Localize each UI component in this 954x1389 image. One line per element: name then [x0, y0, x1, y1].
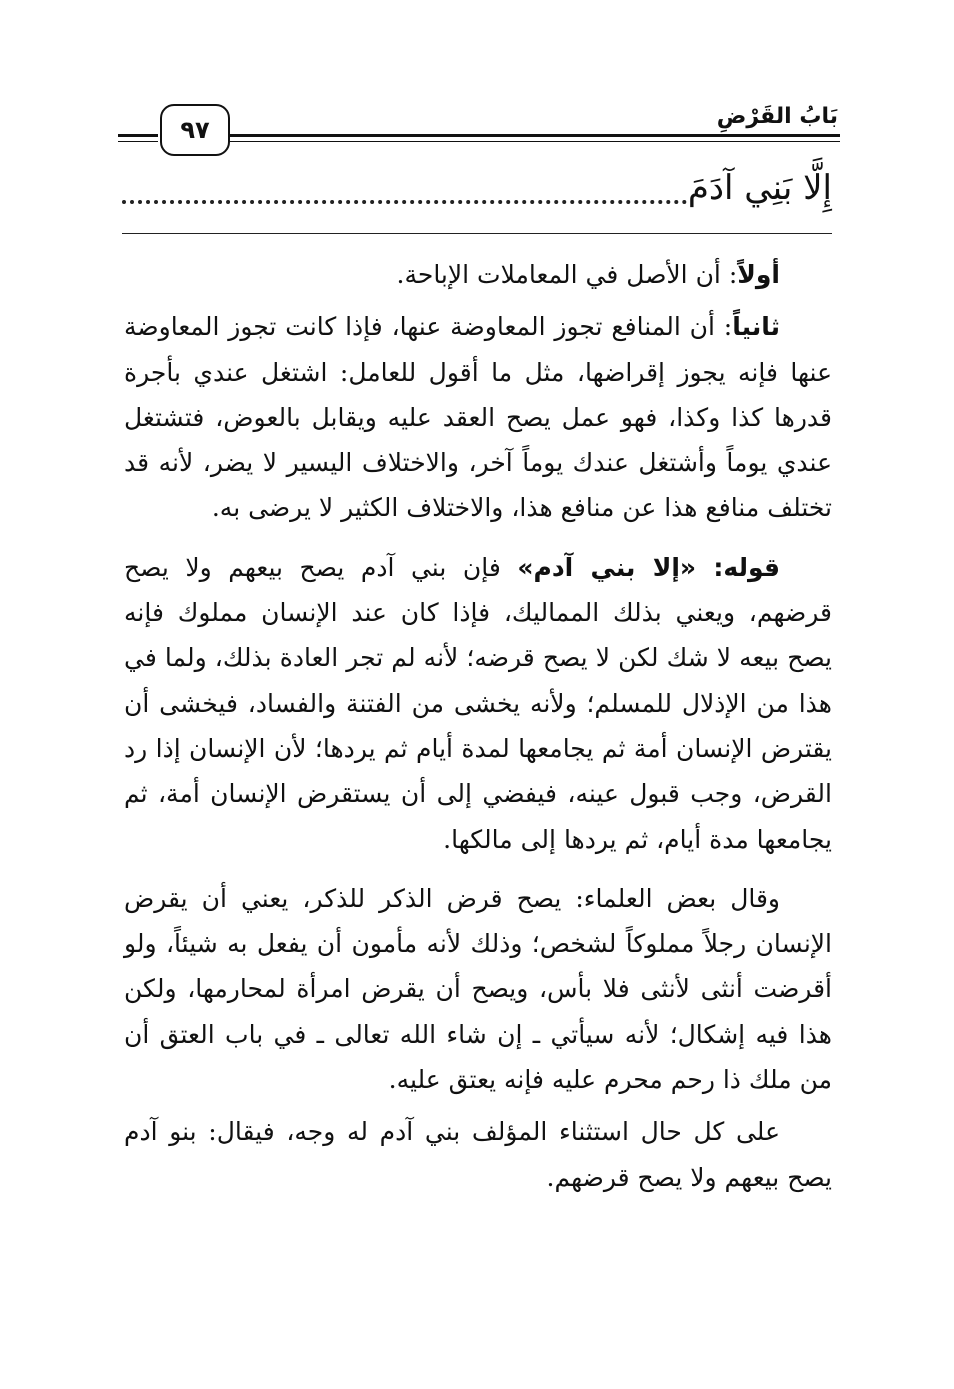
paragraph-second [124, 304, 832, 530]
header-rule-thick [230, 134, 840, 137]
paragraph-lead: ثانياً [732, 312, 780, 342]
paragraph-scholars [124, 876, 832, 1102]
paragraph-text: فإن بني آدم يصح بيعهم ولا يصح قرضهم، ويعني بذلك المماليك، فإذا كان عند الإنسان مملوك فإنه يصح بيعه لا شك لكن لا يصح قرضه؛ لأنه لم تجر العادة بذلك، ولما في هذا من الإذلال للمسلم؛ ولأنه يخشى من الفتنة والفساد، فيخشى أن يقترض الإنسان أمة ثم يجامعها لمدة أيام ثم يردها؛ لأن الإنسان إذا رد القرض، وجب قبول عينه، فيفضي إلى أن يستقرض الإنسان أمة، ثم يجامعها مدة أيام، ثم يردها إلى مالكها. [124, 552, 832, 854]
header-rule-left-thin [118, 141, 158, 142]
header-rule-thin [230, 141, 840, 142]
page-header [118, 98, 840, 158]
paragraph-text: : أن الأصل في المعاملات الإباحة. [396, 260, 738, 289]
matn-separator-rule [122, 233, 832, 234]
commentary-body [124, 252, 832, 1200]
paragraph-text: وقال بعض العلماء: يصح قرض الذكر للذكر، يعني أن يقرض الإنسان رجلاً مملوكاً لشخص؛ وذلك لأنه مأمون أن يفعل به شيئاً، ولو أقرضت أنثى لأنثى فلا بأس، ويصح أن يقرض امرأة لمحارمها، ولكن هذا فيه إشكال؛ لأنه سيأتي ـ إن شاء الله تعالى ـ في باب العتق أن من ملك ذا رحم محرم عليه فإنه يعتق عليه. [124, 883, 832, 1095]
header-rule-left-thick [118, 134, 158, 137]
paragraph-conclusion [124, 1109, 832, 1200]
paragraph-first [124, 252, 832, 297]
paragraph-lead: قوله: «إلا بني آدم» [517, 552, 780, 582]
paragraph-text: على كل حال استثناء المؤلف بني آدم له وجه، فيقال: بنو آدم يصح بيعهم ولا يصح قرضهم. [124, 1117, 832, 1192]
page-number-badge [160, 104, 230, 156]
paragraph-lead: أولاً [737, 260, 780, 289]
page-number: ٩٧ [180, 116, 210, 144]
matn-text: إِلَّا بَنِي آدَمَ [687, 168, 832, 208]
paragraph-text: : أن المنافع تجوز المعاوضة عنها، فإذا كانت تجوز المعاوضة عنها فإنه يجوز إقراضها، مثل ما أقول للعامل: اشتغل عندي بأجرة قدرها كذا وكذا، فهو عمل يصح العقد عليه ويقابل بالعوض، فتشتغل عندي يوماً وأشتغل عندك يوماً آخر، والاختلاف اليسير لا يضر، لأنه قد تختلف منافع هذا عن منافع هذا، والاختلاف الكثير لا يرضى به. [124, 312, 832, 523]
chapter-title: بَابُ القَرْضِ [716, 104, 838, 129]
paragraph-quote [124, 545, 832, 862]
matn-dotted-leader [122, 178, 687, 204]
